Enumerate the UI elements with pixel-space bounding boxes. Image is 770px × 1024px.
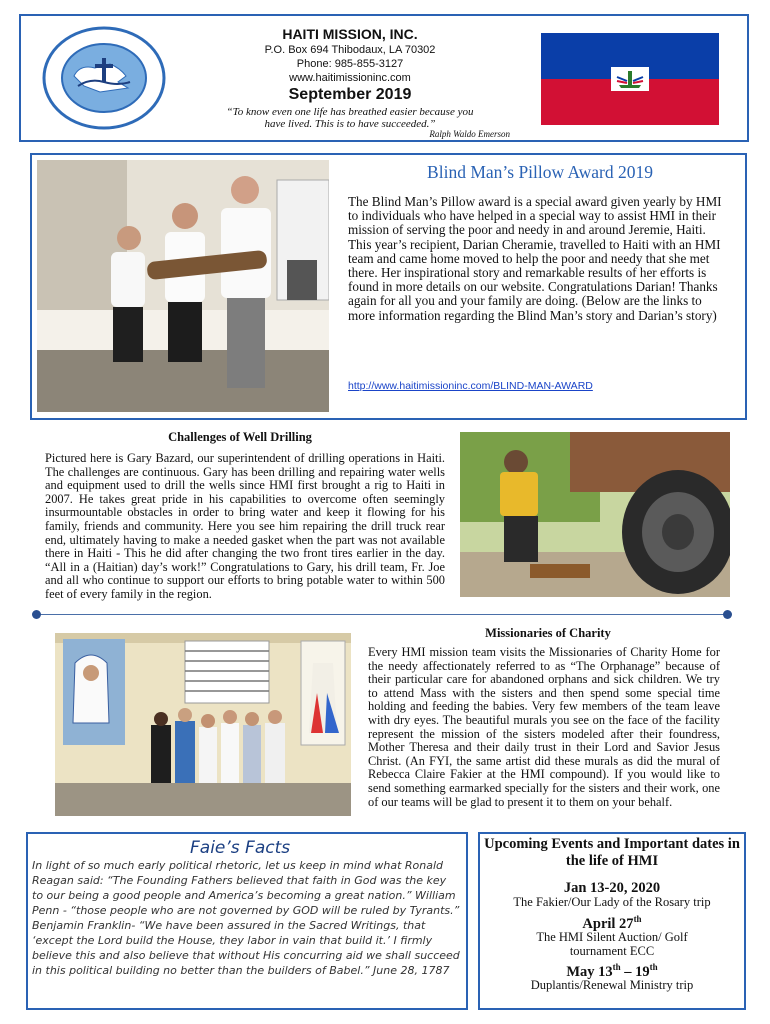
events-title: Upcoming Events and Important dates in the life of HMI bbox=[484, 836, 740, 869]
event-date-3-text: May 13 bbox=[566, 963, 613, 980]
flag-coat-of-arms-icon bbox=[611, 67, 649, 91]
facts-title: Faie’s Facts bbox=[190, 838, 291, 858]
event-date-2-text: April 27 bbox=[582, 915, 634, 932]
event-date-3-sup2: th bbox=[649, 962, 658, 972]
event-desc-2: The HMI Silent Auction/ Golf tournament ECC bbox=[536, 930, 688, 958]
org-website: www.haitimissioninc.com bbox=[289, 72, 411, 84]
event-desc-3: Duplantis/Renewal Ministry trip bbox=[530, 978, 694, 992]
award-title: Blind Man’s Pillow Award 2019 bbox=[427, 162, 653, 182]
charity-body: Every HMI mission team visits the Missionaries of Charity Home for the needy affectionately referred to as “The Orphanage” because of their particular care for abandoned orphans and sick children. We try to attend Mass with the sisters and then spend some special time holding and feeding the babies. Very few members of the team leave with dry eyes. The beautiful murals you see on the face of the facility represent the mission of the sisters modeled after their foundress, Mother Theresa and their daily trust in their Lord and Savior Jesus Christ. (An FYI, the same artist did these murals as did the mural of Rebecca Claire Fakier at the HMI compound). If you would like to send something earmarked specially for the sisters and their work, one of our teams will be glad to present it to them on your behalf. bbox=[368, 645, 720, 809]
quote-author: Ralph Waldo Emerson bbox=[429, 129, 510, 139]
org-address: P.O. Box 694 Thibodaux, LA 70302 bbox=[264, 44, 436, 56]
award-link[interactable]: http://www.haitimissioninc.com/BLIND-MAN-AWARD bbox=[348, 380, 593, 392]
well-title: Challenges of Well Drilling bbox=[168, 430, 312, 444]
facts-body: In light of so much early political rhetoric, let us keep in mind what Ronald Reagan said: “The Founding Fathers believed that faith in God was the key to our being a good people and America’s becoming a great nation.” William Penn - “those people who are not governed by GOD will be ruled by Tyrants.” Benjamin Franklin- “We have been assured in the Sacred Writings, that ‘except the Lord build the House, they labor in vain that build it.’ I firmly believe this and also believe that without His concurring aid we shall succeed in this political building no better than the builders of Babel.” June 28, 1787 bbox=[32, 859, 460, 977]
org-phone: Phone: 985-855-3127 bbox=[296, 58, 404, 70]
haiti-mission-logo bbox=[40, 24, 168, 132]
quote-line-2: have lived. This is to have succeeded.” bbox=[264, 118, 436, 130]
org-name: HAITI MISSION, INC. bbox=[282, 26, 418, 42]
event-date-2-sup: th bbox=[633, 914, 642, 924]
charity-photo bbox=[55, 633, 351, 816]
award-photo bbox=[37, 160, 329, 412]
event-desc-1: The Fakier/Our Lady of the Rosary trip bbox=[513, 895, 711, 909]
section-divider bbox=[37, 614, 727, 615]
divider-dot-right bbox=[723, 610, 732, 619]
event-date-1: Jan 13-20, 2020 bbox=[563, 880, 661, 896]
event-date-3-tail: – 19 bbox=[620, 963, 650, 980]
charity-title: Missionaries of Charity bbox=[485, 626, 611, 640]
issue-date: September 2019 bbox=[288, 86, 412, 103]
divider-dot-left bbox=[32, 610, 41, 619]
well-body: Pictured here is Gary Bazard, our superintendent of drilling operations in Haiti. The challenges are continuous. Gary has been drilling and repairing water wells and equipment used to drill the wells since HMI first brought a rig to Haiti in 2007. He takes great pride in his capabilities to overcome often seemingly insurmountable obstacles in order to bring water and keep it flowing for his family, friends and community. Here you see him repairing the drill truck rear end, ultimately having to make a needed gasket when the part was not available there in Haiti - This he did after changing the two front tires earlier in the day. “All in a (Haitian) day’s work!” Congratulations to Gary, his drill team, Fr. Joe and all who continue to support our efforts to bring potable water to within 500 feet of every family in the region. bbox=[45, 451, 445, 601]
event-date-3-sup: th bbox=[612, 962, 621, 972]
well-photo bbox=[460, 432, 730, 597]
haiti-flag bbox=[541, 33, 719, 125]
quote-line-1: “To know even one life has breathed easier because you bbox=[226, 106, 474, 118]
award-body: The Blind Man’s Pillow award is a special award given yearly by HMI to individuals who have helped in a special way to assist HMI in their mission of serving the poor and needy in and around Jeremie, Haiti. This year’s recipient, Darian Cheramie, travelled to Haiti with an HMI team and came home moved to help the poor and needy that she met there. Her inspirational story and remarkable results of her efforts is found in more details on our website. Congratulations Darian! Thanks again for all you and your family are doing. (Below are the links to more information regarding the Blind Man’s story and Darian’s story) bbox=[348, 194, 722, 323]
